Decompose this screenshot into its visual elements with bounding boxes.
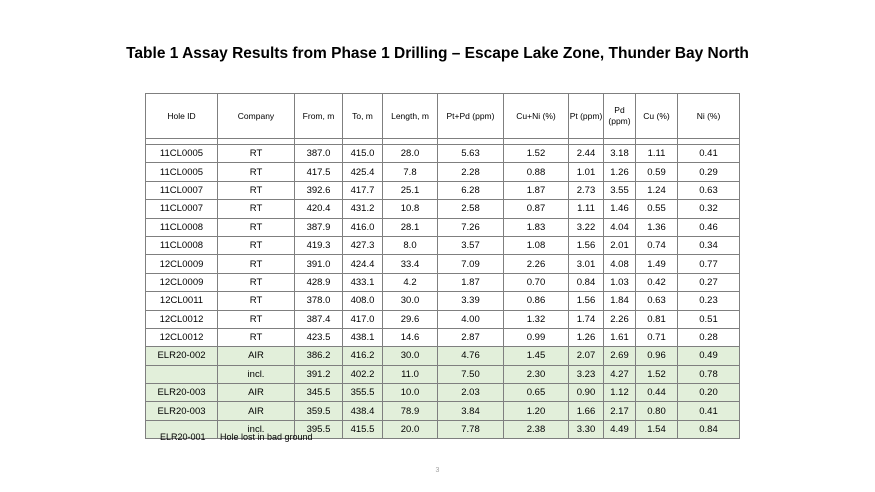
cell-cu-ni: 2.30 — [504, 365, 569, 383]
cell-pt: 1.56 — [569, 236, 604, 254]
cell-company: RT — [218, 310, 295, 328]
table-row — [146, 163, 740, 181]
cell-to: 427.3 — [343, 236, 383, 254]
cell-cu-ni: 1.08 — [504, 236, 569, 254]
cell-hole-id: 11CL0005 — [146, 163, 218, 181]
cell-from: 392.6 — [295, 181, 343, 199]
cell-length: 10.8 — [383, 200, 438, 218]
cell-ni: 0.23 — [678, 292, 740, 310]
cell-to: 415.0 — [343, 145, 383, 163]
cell-pt: 1.66 — [569, 402, 604, 420]
cell-cu-ni: 1.45 — [504, 347, 569, 365]
cell-hole-id: 11CL0007 — [146, 181, 218, 199]
cell-to: 402.2 — [343, 365, 383, 383]
cell-company: RT — [218, 328, 295, 346]
cell-hole-id: ELR20-003 — [146, 402, 218, 420]
header-hole-id: Hole ID — [146, 94, 218, 139]
cell-from: 391.0 — [295, 255, 343, 273]
cell-length: 14.6 — [383, 328, 438, 346]
cell-pt-pd: 3.57 — [438, 236, 504, 254]
cell-cu: 1.36 — [636, 218, 678, 236]
cell-ni: 0.27 — [678, 273, 740, 291]
cell-from: 395.5 — [295, 420, 343, 438]
cell-company: RT — [218, 145, 295, 163]
cell-to: 438.4 — [343, 402, 383, 420]
cell-cu: 1.24 — [636, 181, 678, 199]
cell-from: 387.9 — [295, 218, 343, 236]
cell-pt-pd: 5.63 — [438, 145, 504, 163]
cell-from: 417.5 — [295, 163, 343, 181]
cell-cu-ni: 1.32 — [504, 310, 569, 328]
cell-cu: 1.52 — [636, 365, 678, 383]
cell-length: 20.0 — [383, 420, 438, 438]
cell-cu: 0.59 — [636, 163, 678, 181]
cell-cu-ni: 2.38 — [504, 420, 569, 438]
cell-ni: 0.34 — [678, 236, 740, 254]
cell-to: 438.1 — [343, 328, 383, 346]
table-row — [146, 384, 740, 402]
table-row — [146, 310, 740, 328]
cell-cu-ni: 1.83 — [504, 218, 569, 236]
cell-company: RT — [218, 255, 295, 273]
cell-cu: 0.96 — [636, 347, 678, 365]
cell-pd: 3.55 — [604, 181, 636, 199]
cell-from: 420.4 — [295, 200, 343, 218]
cell-company: RT — [218, 200, 295, 218]
cell-cu: 1.11 — [636, 145, 678, 163]
cell-pd: 1.12 — [604, 384, 636, 402]
cell-from: 345.5 — [295, 384, 343, 402]
cell-company: RT — [218, 181, 295, 199]
cell-hole-id: 11CL0008 — [146, 218, 218, 236]
cell-hole-id — [146, 365, 218, 383]
cell-pt-pd: 3.39 — [438, 292, 504, 310]
cell-length: 8.0 — [383, 236, 438, 254]
cell-cu-ni: 2.26 — [504, 255, 569, 273]
table-row — [146, 273, 740, 291]
cell-ni: 0.32 — [678, 200, 740, 218]
cell-length: 7.8 — [383, 163, 438, 181]
cell-length: 10.0 — [383, 384, 438, 402]
cell-ni: 0.46 — [678, 218, 740, 236]
cell-cu: 0.63 — [636, 292, 678, 310]
cell-cu: 1.49 — [636, 255, 678, 273]
cell-ni: 0.51 — [678, 310, 740, 328]
cell-cu: 0.80 — [636, 402, 678, 420]
table-row — [146, 255, 740, 273]
cell-hole-id: 11CL0005 — [146, 145, 218, 163]
table-row — [146, 181, 740, 199]
cell-company: AIR — [218, 347, 295, 365]
cell-cu: 0.44 — [636, 384, 678, 402]
cell-cu-ni: 1.20 — [504, 402, 569, 420]
cell-company: RT — [218, 273, 295, 291]
cell-to: 417.0 — [343, 310, 383, 328]
cell-pt: 0.84 — [569, 273, 604, 291]
cell-pd: 1.61 — [604, 328, 636, 346]
cell-cu-ni: 0.70 — [504, 273, 569, 291]
cell-ni: 0.41 — [678, 145, 740, 163]
cell-length: 28.0 — [383, 145, 438, 163]
cell-company: incl. — [218, 420, 295, 438]
cell-pt: 1.01 — [569, 163, 604, 181]
cell-to: 425.4 — [343, 163, 383, 181]
cell-cu-ni: 1.52 — [504, 145, 569, 163]
cell-to: 424.4 — [343, 255, 383, 273]
cell-hole-id: ELR20-002 — [146, 347, 218, 365]
cell-pt-pd: 6.28 — [438, 181, 504, 199]
footnote-hole-id: ELR20-001 — [160, 432, 206, 442]
footnote-note: Hole lost in bad ground — [220, 432, 313, 442]
cell-company: RT — [218, 292, 295, 310]
cell-pt-pd: 2.58 — [438, 200, 504, 218]
cell-pd: 2.17 — [604, 402, 636, 420]
table-row — [146, 145, 740, 163]
cell-ni: 0.77 — [678, 255, 740, 273]
cell-cu-ni: 0.65 — [504, 384, 569, 402]
cell-from: 387.4 — [295, 310, 343, 328]
cell-hole-id: 12CL0012 — [146, 310, 218, 328]
cell-pt: 2.44 — [569, 145, 604, 163]
cell-length: 25.1 — [383, 181, 438, 199]
cell-cu-ni: 0.87 — [504, 200, 569, 218]
cell-pt-pd: 7.50 — [438, 365, 504, 383]
cell-pd: 3.18 — [604, 145, 636, 163]
table-row — [146, 347, 740, 365]
table-row — [146, 236, 740, 254]
cell-pt: 3.23 — [569, 365, 604, 383]
cell-hole-id: ELR20-003 — [146, 384, 218, 402]
cell-pd: 4.08 — [604, 255, 636, 273]
cell-ni: 0.63 — [678, 181, 740, 199]
cell-length: 11.0 — [383, 365, 438, 383]
header-cu-ni: Cu+Ni (%) — [504, 94, 569, 139]
table-row — [146, 292, 740, 310]
cell-length: 30.0 — [383, 292, 438, 310]
cell-from: 419.3 — [295, 236, 343, 254]
cell-pt-pd: 4.00 — [438, 310, 504, 328]
cell-ni: 0.28 — [678, 328, 740, 346]
cell-to: 355.5 — [343, 384, 383, 402]
cell-from: 387.0 — [295, 145, 343, 163]
cell-from: 391.2 — [295, 365, 343, 383]
cell-pt: 2.73 — [569, 181, 604, 199]
cell-pt-pd: 2.87 — [438, 328, 504, 346]
cell-to: 433.1 — [343, 273, 383, 291]
cell-cu: 1.54 — [636, 420, 678, 438]
cell-pt: 2.07 — [569, 347, 604, 365]
header-cu: Cu (%) — [636, 94, 678, 139]
cell-cu-ni: 0.88 — [504, 163, 569, 181]
cell-pt: 1.26 — [569, 328, 604, 346]
cell-ni: 0.49 — [678, 347, 740, 365]
cell-cu: 0.71 — [636, 328, 678, 346]
cell-pt-pd: 3.84 — [438, 402, 504, 420]
cell-hole-id: 12CL0009 — [146, 273, 218, 291]
cell-pt: 1.11 — [569, 200, 604, 218]
cell-pt-pd: 7.09 — [438, 255, 504, 273]
cell-length: 28.1 — [383, 218, 438, 236]
cell-cu-ni: 0.86 — [504, 292, 569, 310]
cell-to: 417.7 — [343, 181, 383, 199]
cell-pd: 1.46 — [604, 200, 636, 218]
cell-cu: 0.74 — [636, 236, 678, 254]
cell-pd: 4.04 — [604, 218, 636, 236]
cell-from: 428.9 — [295, 273, 343, 291]
cell-pt: 3.30 — [569, 420, 604, 438]
cell-from: 423.5 — [295, 328, 343, 346]
cell-company: RT — [218, 236, 295, 254]
cell-to: 416.2 — [343, 347, 383, 365]
cell-pt: 1.56 — [569, 292, 604, 310]
table-row — [146, 218, 740, 236]
cell-cu: 0.81 — [636, 310, 678, 328]
cell-cu: 0.55 — [636, 200, 678, 218]
cell-pt: 3.01 — [569, 255, 604, 273]
cell-pt-pd: 2.28 — [438, 163, 504, 181]
table-row — [146, 402, 740, 420]
cell-length: 33.4 — [383, 255, 438, 273]
assay-results-table — [145, 93, 740, 439]
cell-ni: 0.84 — [678, 420, 740, 438]
cell-to: 431.2 — [343, 200, 383, 218]
cell-pt-pd: 1.87 — [438, 273, 504, 291]
cell-pd: 2.01 — [604, 236, 636, 254]
cell-company: incl. — [218, 365, 295, 383]
table-row — [146, 365, 740, 383]
cell-company: RT — [218, 218, 295, 236]
header-pt-pd: Pt+Pd (ppm) — [438, 94, 504, 139]
cell-length: 4.2 — [383, 273, 438, 291]
cell-from: 359.5 — [295, 402, 343, 420]
header-ni: Ni (%) — [678, 94, 740, 139]
cell-ni: 0.78 — [678, 365, 740, 383]
cell-hole-id: 11CL0008 — [146, 236, 218, 254]
cell-length: 30.0 — [383, 347, 438, 365]
cell-pd: 1.84 — [604, 292, 636, 310]
cell-from: 386.2 — [295, 347, 343, 365]
cell-pt-pd: 7.78 — [438, 420, 504, 438]
cell-ni: 0.29 — [678, 163, 740, 181]
cell-from: 378.0 — [295, 292, 343, 310]
header-company: Company — [218, 94, 295, 139]
header-pt: Pt (ppm) — [569, 94, 604, 139]
cell-to: 415.5 — [343, 420, 383, 438]
cell-length: 29.6 — [383, 310, 438, 328]
cell-to: 408.0 — [343, 292, 383, 310]
cell-company: RT — [218, 163, 295, 181]
cell-pd: 4.49 — [604, 420, 636, 438]
cell-company: AIR — [218, 384, 295, 402]
cell-to: 416.0 — [343, 218, 383, 236]
cell-pt: 3.22 — [569, 218, 604, 236]
cell-pt: 0.90 — [569, 384, 604, 402]
cell-cu-ni: 0.99 — [504, 328, 569, 346]
page-number: 3 — [435, 467, 440, 474]
table-body — [146, 139, 740, 439]
cell-hole-id: 12CL0012 — [146, 328, 218, 346]
cell-pt: 1.74 — [569, 310, 604, 328]
cell-pd: 2.69 — [604, 347, 636, 365]
cell-cu: 0.42 — [636, 273, 678, 291]
cell-hole-id: 11CL0007 — [146, 200, 218, 218]
cell-hole-id: 12CL0009 — [146, 255, 218, 273]
cell-company: AIR — [218, 402, 295, 420]
cell-ni: 0.41 — [678, 402, 740, 420]
cell-ni: 0.20 — [678, 384, 740, 402]
header-from: From, m — [295, 94, 343, 139]
cell-pd: 1.03 — [604, 273, 636, 291]
slide-title: Table 1 Assay Results from Phase 1 Drilling – Escape Lake Zone, Thunder Bay North — [126, 45, 749, 62]
cell-pd: 2.26 — [604, 310, 636, 328]
header-pd: Pd (ppm) — [604, 94, 636, 139]
cell-pt-pd: 7.26 — [438, 218, 504, 236]
cell-pd: 4.27 — [604, 365, 636, 383]
cell-pt-pd: 2.03 — [438, 384, 504, 402]
header-to: To, m — [343, 94, 383, 139]
cell-length: 78.9 — [383, 402, 438, 420]
cell-cu-ni: 1.87 — [504, 181, 569, 199]
table-header-row — [146, 94, 740, 139]
cell-pt-pd: 4.76 — [438, 347, 504, 365]
table-row — [146, 328, 740, 346]
header-length: Length, m — [383, 94, 438, 139]
cell-pd: 1.26 — [604, 163, 636, 181]
table-row — [146, 200, 740, 218]
cell-hole-id: 12CL0011 — [146, 292, 218, 310]
